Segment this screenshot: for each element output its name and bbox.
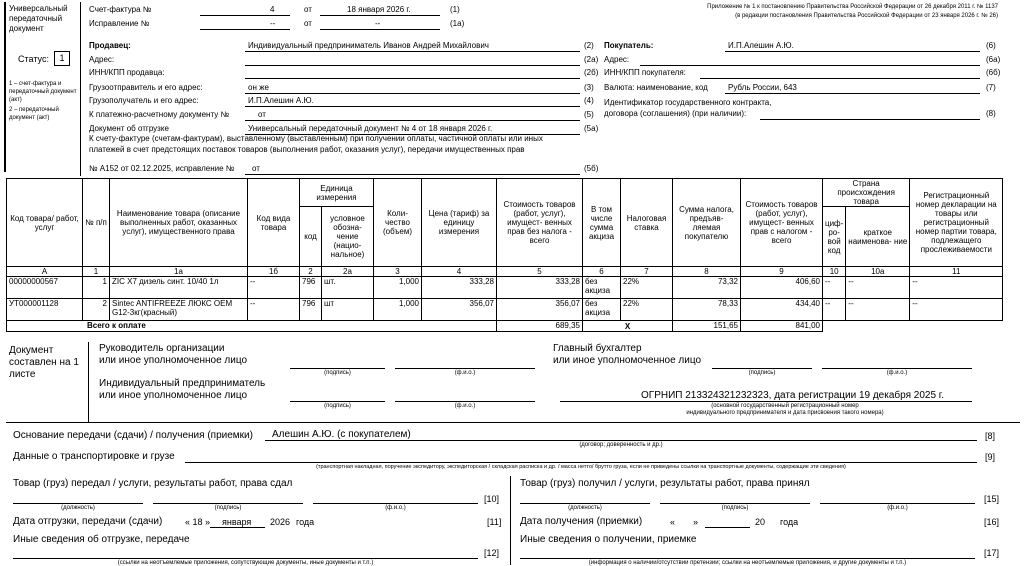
correction-number: -- [270,19,276,28]
cell-cost: 333,28 [497,277,583,299]
invoice-label: Счет-фактура № [89,5,152,14]
status-note-1: 1 – счет-фактура и передаточный документ (акт) [9,81,77,103]
th-rate: Налоговая ставка [621,179,673,267]
receive-date-year: 20 [755,517,766,527]
table-row [7,277,1003,299]
receive-date-label: Дата получения (приемки) [520,516,643,527]
receive-other-caption: (информация о наличии/отсутствии претензии; ссылки на неотъемлемые приложения, и другие документы и т.п.) [588,560,907,566]
column-numbers-row [7,267,1003,277]
cell-unit-code: 796 [300,277,322,299]
invoice-number: 4 [270,5,275,14]
payment-doc-label: К платежно-расчетному документу № [89,110,230,119]
cell-qty: 1,000 [374,277,422,299]
currency-label: Валюта: наименование, код [604,83,708,92]
received-sign-caption: (подпись) [721,505,749,511]
transport-caption: (транспортная накладная, поручение экспедитору, экспедиторская / складская расписка и др. / масса нетто/ брутто груза, если не приведены ссылки на транспортные документы, содержащие эти сведения) [316,464,846,470]
legal-note-2: (в редакции постановления Правительства Российской Федерации от 23 января 2026 г. № 26) [735,13,998,19]
cell-qty: 1,000 [374,299,422,321]
cell-price: 333,28 [422,277,497,299]
payment-doc-line [245,120,580,121]
basis-line[interactable] [265,440,977,441]
shipment-doc-label: Документ об отгрузке [89,124,169,133]
receive-date-open: « [670,517,676,527]
buyer-inn-line [700,78,980,79]
ship-date-year-suffix: года [296,517,315,527]
received-position-caption: (должность) [568,505,602,511]
transport-line[interactable] [185,462,977,463]
transport-label: Данные о транспортировке и грузе [13,451,175,462]
total-cost: 689,35 [497,321,583,332]
th-unit-code: код [300,207,322,267]
seller-code: (2) [584,41,594,50]
code-10: [10] [484,494,500,504]
colnum: 3 [374,267,422,277]
code-12: [12] [484,548,500,558]
ship-other-line[interactable] [13,558,478,559]
correction-date-line [320,29,440,30]
head-fio-caption: (ф.и.о.) [454,370,476,376]
ip-sign-caption: (подпись) [324,403,351,409]
accountant-sign-line[interactable] [712,368,812,369]
invoice-date-line [320,15,440,16]
cell-name: Sintec ANTIFREEZE ЛЮКС OEM G12-3кг(красный) [110,299,248,321]
total-tax: 151,65 [673,321,741,332]
shipper-value: он же [248,83,269,92]
cell-kind: -- [248,277,300,299]
colnum: 9 [741,267,823,277]
handed-sign-caption: (подпись) [214,505,242,511]
head-label-1: Руководитель организации [99,343,225,354]
total-row [7,321,1003,332]
colnum: 10 [823,267,846,277]
cell-code: УТ000001128 [7,299,83,321]
invoice-code: (1) [450,5,460,14]
colnum: 4 [422,267,497,277]
cell-tax: 78,33 [673,299,741,321]
shipment-doc-code: (5а) [584,124,599,133]
ship-other-caption: (ссылки на неотъемлемые приложения, сопутствующие документы, иные документы и т.п.) [117,560,374,566]
ship-other-label: Иные сведения об отгрузке, передаче [13,534,190,545]
th-decl: Регистрационный номер декларации на товары или регистрационный номер партии товара, подлежащего прослеживаемости [910,179,1003,267]
shipper-label: Грузоотправитель и его адрес: [89,83,203,92]
th-unit-name: условное обозна- чение (нацио- нальное) [322,207,374,267]
consignee-code: (4) [584,96,594,105]
status-label: Статус: [18,54,49,64]
ip-label-1: Индивидуальный предприниматель [99,378,266,389]
contract-label-1: Идентификатор государственного контракта, [604,98,772,107]
th-price: Цена (тариф) за единицу измерения [422,179,497,267]
cell-code: 00000000567 [7,277,83,299]
colnum: 11 [910,267,1003,277]
seller-address-code: (2а) [584,55,599,64]
colnum: 10а [846,267,910,277]
cell-tax: 73,32 [673,277,741,299]
accountant-fio-line[interactable] [822,368,972,369]
th-num: № п/п [83,179,110,267]
correction-from: от [304,19,312,28]
handed-sign-line[interactable] [153,503,303,504]
handed-position-line[interactable] [13,503,143,504]
side-divider [80,2,81,176]
head-sign-caption: (подпись) [324,370,351,376]
status-value: 1 [54,51,70,66]
receive-date-year-suffix: года [780,517,799,527]
currency-line [725,93,980,94]
th-qty: Коли- чество (объем) [374,179,422,267]
seller-address-line [245,65,580,66]
shipment-doc-value: Универсальный передаточный документ № 4 от 18 января 2026 г. [248,124,493,133]
advance-ref: № А152 от 02.12.2025, исправление № [89,164,235,173]
cell-country-code: -- [823,299,846,321]
correction-number-line [200,29,290,30]
seller-value: Индивидуальный предприниматель Иванов Андрей Михайлович [248,41,489,50]
buyer-inn-label: ИНН/КПП покупателя: [604,68,686,77]
ogrnip-value: ОГРНИП 213324321232323, дата регистрации 19 декабря 2025 г. [641,390,944,401]
cell-rate: 22% [621,299,673,321]
invoice-from: от [304,5,312,14]
correction-date: -- [375,19,381,28]
advance-from: от [252,164,260,173]
ship-date-month: января [222,517,252,527]
accountant-sign-caption: (подпись) [748,370,776,376]
th-tax: Сумма налога, предъяв- ляемая покупателю [673,179,741,267]
cell-unit-name: шт. [322,277,374,299]
cell-num: 1 [83,277,110,299]
currency-code: (7) [986,83,996,92]
colnum: 6 [583,267,621,277]
cell-decl: -- [910,299,1003,321]
contract-line [760,119,980,120]
seller-address-label: Адрес: [89,55,115,64]
basis-caption: (договор; доверенность и др.) [579,442,663,448]
head-sign-line[interactable] [290,368,385,369]
code-15: [15] [984,494,1000,504]
buyer-value: И.П.Алешин А.Ю. [728,41,794,50]
cell-unit-name: шт [322,299,374,321]
cell-decl: -- [910,277,1003,299]
buyer-line [725,51,980,52]
advance-text-2: платежей в счет предстоящих поставок товаров (выполнения работ, оказания услуг), передачи имущественных прав [89,145,525,154]
status-note-2: 2 – передаточный документ (акт) [9,107,59,121]
buyer-address-line [640,65,980,66]
head-label-2: или иное уполномоченное лицо [99,355,248,366]
handed-position-caption: (должность) [61,505,95,511]
total-empty [823,321,1003,332]
handed-label: Товар (груз) передал / услуги, результаты работ, права сдал [13,478,293,489]
consignee-value: И.П.Алешин А.Ю. [248,96,314,105]
th-excise: В том числе сумма акциза [583,179,621,267]
buyer-address-code: (6а) [986,55,1001,64]
cell-country-name: -- [846,277,910,299]
th-country-code: циф- ро- вой код [823,207,846,267]
shipper-line [245,93,580,94]
th-cost: Стоимость товаров (работ, услуг), имущест- венных прав без налога - всего [497,179,583,267]
ip-fio-caption: (ф.и.о.) [454,403,476,409]
cell-excise: без акциза [583,299,621,321]
th-total: Стоимость товаров (работ, услуг), имущест- венных прав с налогом - всего [741,179,823,267]
th-unit: Единица измерения [300,179,374,207]
colnum: 1б [248,267,300,277]
th-code: Код товара/ работ, услуг [7,179,83,267]
received-label: Товар (груз) получил / услуги, результаты работ, права принял [520,478,810,489]
cell-num: 2 [83,299,110,321]
receive-other-line[interactable] [520,558,975,559]
advance-line [245,174,580,175]
th-country: Страна происхождения товара [823,179,910,207]
total-sum: 841,00 [741,321,823,332]
block-divider [510,476,511,565]
accountant-label-1: Главный бухгалтер [553,343,642,354]
cell-total: 406,60 [741,277,823,299]
th-kind: Код вида товара [248,179,300,267]
seller-inn-line [245,78,580,79]
basis-code: [8] [985,431,996,441]
invoice-number-line [200,15,290,16]
contract-label-2: договора (соглашения) (при наличии): [604,109,747,118]
total-excise: X [583,321,673,332]
colnum: 1а [110,267,248,277]
cell-unit-code: 796 [300,299,322,321]
consignee-line [245,106,580,107]
side-border [4,2,6,172]
colnum: 2 [300,267,322,277]
head-fio-line[interactable] [395,368,535,369]
code-17: [17] [984,548,1000,558]
colnum: 5 [497,267,583,277]
cell-excise: без акциза [583,277,621,299]
advance-code: (5б) [584,164,599,173]
contract-code: (8) [986,109,996,118]
section-separator [6,422,1020,423]
ip-sign-line[interactable] [290,401,385,402]
consignee-label: Грузополучатель и его адрес: [89,96,199,105]
cell-name: ZIC X7 дизель синт. 10/40 1л [110,277,248,299]
correction-code: (1а) [450,19,465,28]
th-name: Наименование товара (описание выполненных работ, оказанных услуг), имущественного права [110,179,248,267]
doc-composed: Документ составлен на 1 листе [9,345,79,380]
table-row [7,299,1003,321]
signature-divider [88,342,89,422]
goods-table [6,178,1003,332]
buyer-address-label: Адрес: [604,55,630,64]
payment-doc-code: (5) [584,110,594,119]
cell-total: 434,40 [741,299,823,321]
buyer-label: Покупатель: [604,41,654,50]
handed-fio-line[interactable] [313,503,478,504]
legal-note-1: Приложение № 1 к постановлению Правительства Российской Федерации от 26 декабря 2011 г. № 1137 [707,4,998,10]
ip-label-2: или иное уполномоченное лицо [99,390,248,401]
received-fio-caption: (ф.и.о.) [887,505,908,511]
seller-label: Продавец: [89,41,131,50]
buyer-inn-code: (6б) [986,68,1001,77]
ship-date-month-line [210,527,265,528]
total-label: Всего к оплате [7,321,497,332]
ip-fio-line[interactable] [395,401,535,402]
cell-cost: 356,07 [497,299,583,321]
ship-date-day: « 18 » [185,517,211,527]
basis-label: Основание передачи (сдачи) / получения (приемки) [13,430,253,441]
receive-date-month-line[interactable] [705,527,750,528]
received-position-line[interactable] [520,503,650,504]
seller-inn-code: (2б) [584,68,599,77]
code-16: [16] [984,517,1000,527]
ogrnip-caption-1: (основной государственный регистрационный номер [711,403,859,409]
seller-line [245,51,580,52]
colnum: А [7,267,83,277]
ogrnip-line [560,401,972,402]
received-sign-line[interactable] [660,503,810,504]
colnum: 7 [621,267,673,277]
cell-country-code: -- [823,277,846,299]
code-11: [11] [487,517,502,527]
ogrnip-caption-2: индивидуального предпринимателя и дата присвоения такого номера) [686,410,884,416]
payment-doc-value: от [258,110,266,119]
transport-code: [9] [985,452,996,462]
ship-date-label: Дата отгрузки, передачи (сдачи) [13,516,163,527]
cell-rate: 22% [621,277,673,299]
th-country-name: краткое наименова- ние [846,207,910,267]
basis-value: Алешин А.Ю. (с покупателем) [272,429,411,440]
cell-country-name: -- [846,299,910,321]
cell-price: 356,07 [422,299,497,321]
side-title: Универсальный передаточный документ [9,4,68,33]
receive-date-close: » [693,517,699,527]
correction-label: Исправление № [89,19,150,28]
colnum: 2а [322,267,374,277]
currency-value: Рубль России, 643 [728,83,797,92]
cell-kind: -- [248,299,300,321]
received-fio-line[interactable] [820,503,975,504]
accountant-fio-caption: (ф.и.о.) [886,370,908,376]
ship-date-year: 2026 [270,517,291,527]
colnum: 8 [673,267,741,277]
handed-fio-caption: (ф.и.о.) [385,505,406,511]
receive-other-label: Иные сведения о получении, приемке [520,534,697,545]
seller-inn-label: ИНН/КПП продавца: [89,68,165,77]
buyer-code: (6) [986,41,996,50]
accountant-label-2: или иное уполномоченное лицо [553,355,702,366]
colnum: 1 [83,267,110,277]
shipper-code: (3) [584,83,594,92]
invoice-date: 18 января 2026 г. [347,5,411,14]
advance-text-1: К счету-фактуре (счетам-фактурам), выставленному (выставленным) при получении оплаты, частичной оплаты или иных [89,134,543,143]
